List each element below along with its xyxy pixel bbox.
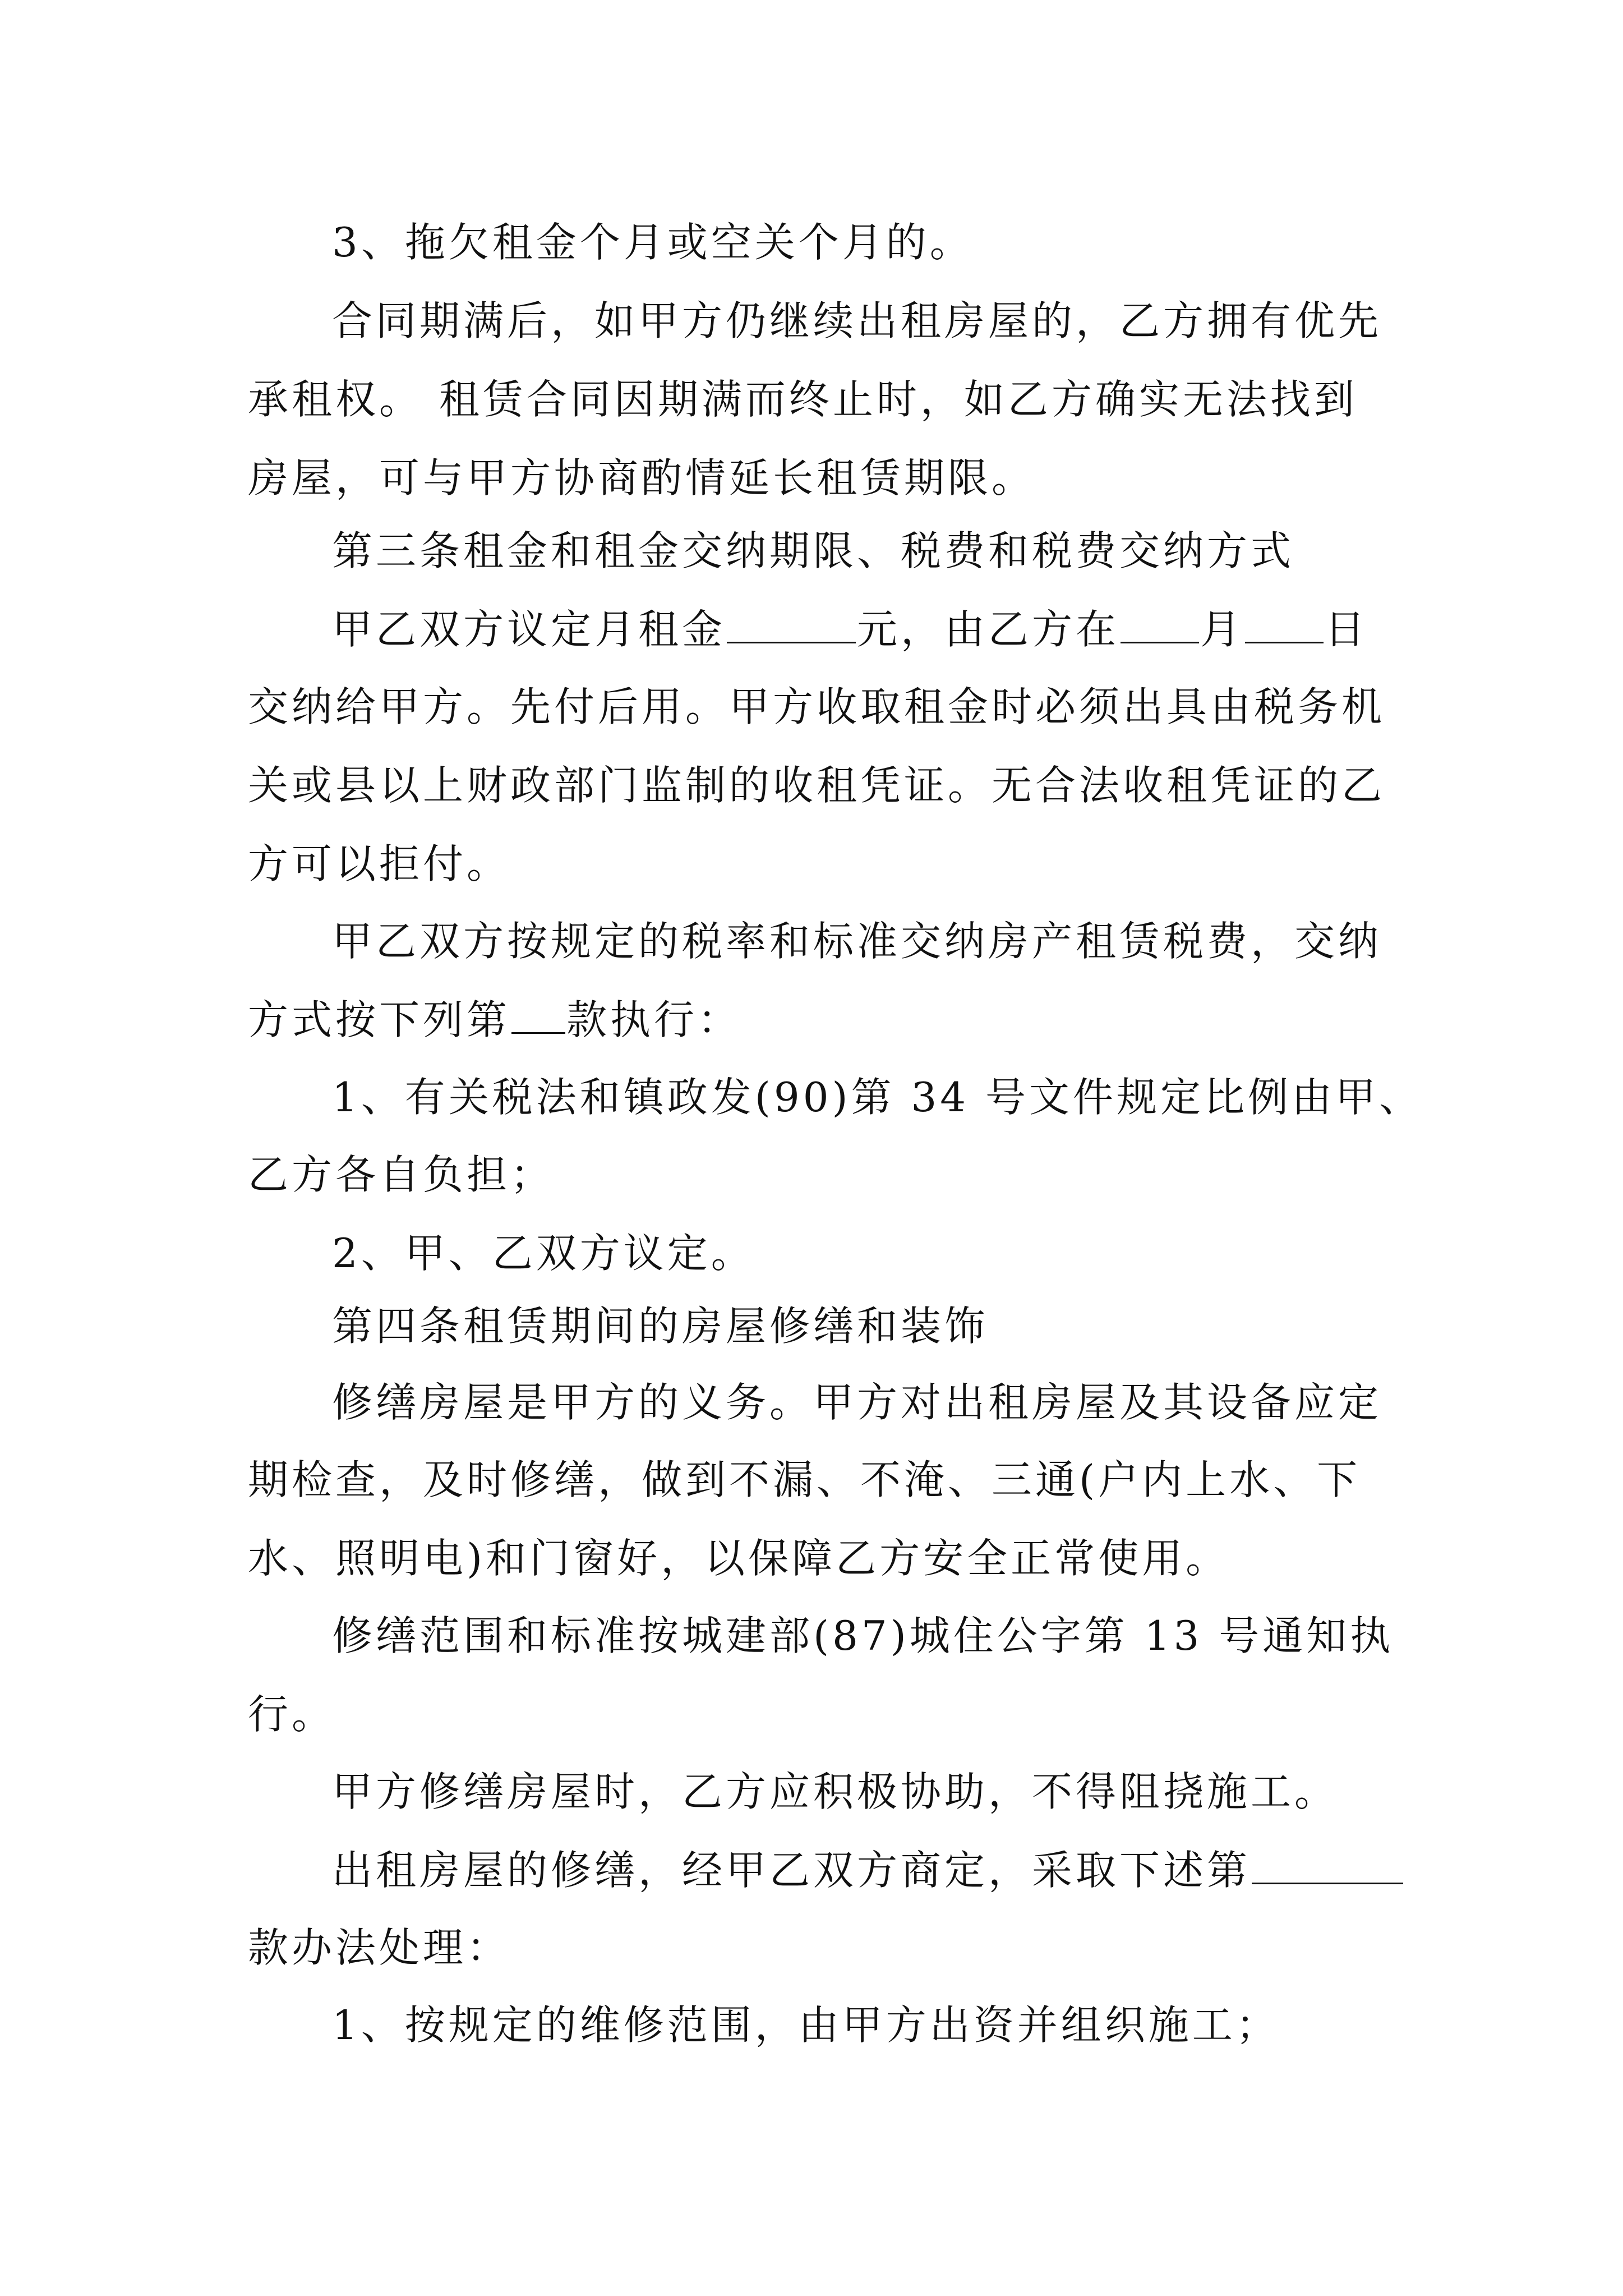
text-line: 3、拖欠租金个月或空关个月的。 xyxy=(332,219,974,266)
text-segment: 甲乙双方议定月租金 xyxy=(332,606,726,653)
fill-in-blank xyxy=(727,602,856,643)
fill-in-blank xyxy=(511,993,565,1034)
text-line xyxy=(332,1842,1404,1898)
text-line: 甲乙双方按规定的税率和标准交纳房产租赁税费，交纳 xyxy=(332,918,1382,965)
text-line: 款办法处理： xyxy=(248,1924,511,1971)
text-segment: 元，由乙方在 xyxy=(857,606,1120,653)
fill-in-blank xyxy=(1121,602,1199,643)
text-line: 甲方修缮房屋时，乙方应积极协助，不得阻挠施工。 xyxy=(332,1768,1339,1815)
text-line: 合同期满后，如甲方仍继续出租房屋的，乙方拥有优先 xyxy=(332,297,1382,344)
text-line: 1、按规定的维修范围，由甲方出资并组织施工； xyxy=(332,2001,1280,2049)
text-line: 关或县以上财政部门监制的收租凭证。无合法收租凭证的乙 xyxy=(248,762,1386,809)
text-line: 期检查，及时修缮，做到不漏、不淹、三通(户内上水、下 xyxy=(248,1456,1361,1503)
text-line: 交纳给甲方。先付后用。甲方收取租金时必须出具由税务机 xyxy=(248,683,1386,730)
text-segment: 出租房屋的修缮，经甲乙双方商定，采取下述第 xyxy=(332,1847,1251,1894)
text-line: 2、甲、乙双方议定。 xyxy=(332,1230,755,1277)
fill-in-blank xyxy=(1252,1843,1403,1884)
text-segment: 方式按下列第 xyxy=(248,996,511,1043)
text-segment: 日 xyxy=(1325,606,1369,653)
text-line: 方可以拒付。 xyxy=(248,840,511,887)
text-line: 乙方各自负担； xyxy=(248,1151,555,1198)
fill-in-blank xyxy=(1245,602,1324,643)
text-line xyxy=(332,601,1368,657)
section-heading: 第四条租赁期间的房屋修缮和装饰 xyxy=(332,1303,989,1350)
text-line: 房屋，可与甲方协商酌情延长租赁期限。 xyxy=(248,454,1036,501)
text-line: 修缮范围和标准按城建部(87)城住公字第 13 号通知执 xyxy=(332,1612,1394,1659)
text-segment: 月 xyxy=(1200,606,1244,653)
text-line: 1、有关税法和镇政发(90)第 34 号文件规定比例由甲、 xyxy=(332,1074,1423,1121)
text-line xyxy=(248,992,741,1048)
section-heading: 第三条租金和租金交纳期限、税费和税费交纳方式 xyxy=(332,527,1295,574)
text-line: 水、照明电)和门窗好，以保障乙方安全正常使用。 xyxy=(248,1535,1230,1582)
text-line: 承租权。 租赁合同因期满而终止时，如乙方确实无法找到 xyxy=(248,376,1358,423)
text-segment: 款执行： xyxy=(566,996,742,1043)
text-line: 行。 xyxy=(248,1691,336,1738)
text-line: 修缮房屋是甲方的义务。甲方对出租房屋及其设备应定 xyxy=(332,1379,1382,1426)
